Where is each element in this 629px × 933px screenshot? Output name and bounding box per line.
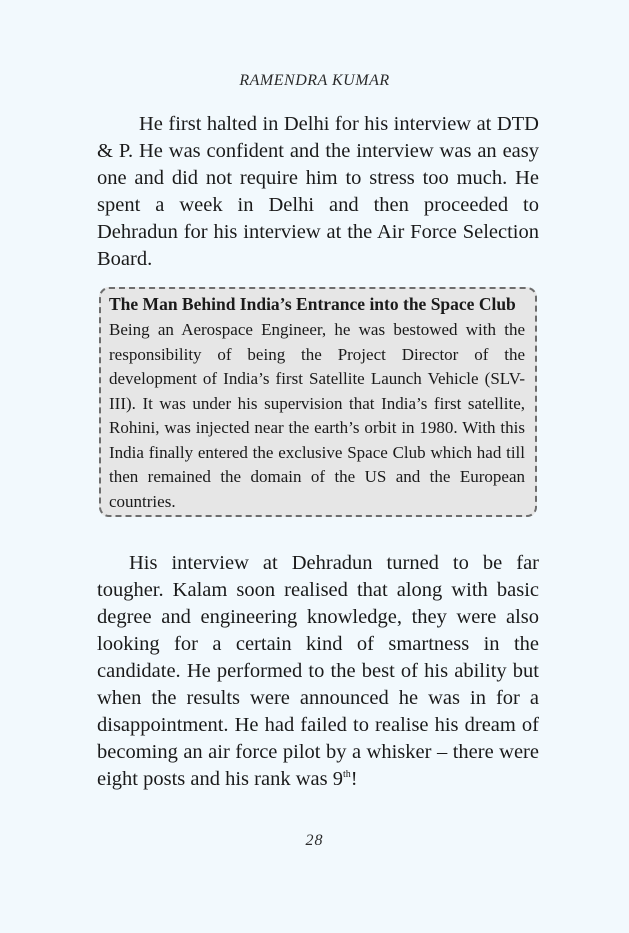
body-paragraph-2 [97,550,539,793]
page-number: 28 [305,832,324,849]
paragraph-1-text: He first halted in Delhi for his interview at DTD & P. He was confident and the interview was an easy one and did not require him to stress too much. He spent a week in Delhi and then proceeded to Dehradun for his interview at the Air Force Selection Board. [97,113,539,270]
ordinal-superscript: th [342,769,351,781]
body-paragraph-1 [97,111,539,273]
sidebar-box [99,287,537,517]
running-head: RAMENDRA KUMAR [239,72,390,89]
sidebar-title: The Man Behind India’s Entrance into the Space Club [109,294,516,314]
paragraph-2-end: ! [350,768,358,790]
paragraph-2-text: His interview at Dehradun turned to be far tougher. Kalam soon realised that along with basic degree and engineering knowledge, they were also looking for a certain kind of smartness in the candidate. He performed to the best of his ability but when the results were announced he was in for a disappointment. He had failed to realise his dream of becoming an air force pilot by a whisker – there were eight posts and his rank was 9 [97,552,539,790]
sidebar-text: Being an Aerospace Engineer, he was bestowed with the responsibility of being the Project Director of the development of India’s first Satellite Launch Vehicle (SLV-III). It was under his supervision that India’s first satellite, Rohini, was injected near the earth’s orbit in 1980. With this India finally entered the exclusive Space Club which had till then remained the domain of the US and the European countries. [109,320,525,511]
